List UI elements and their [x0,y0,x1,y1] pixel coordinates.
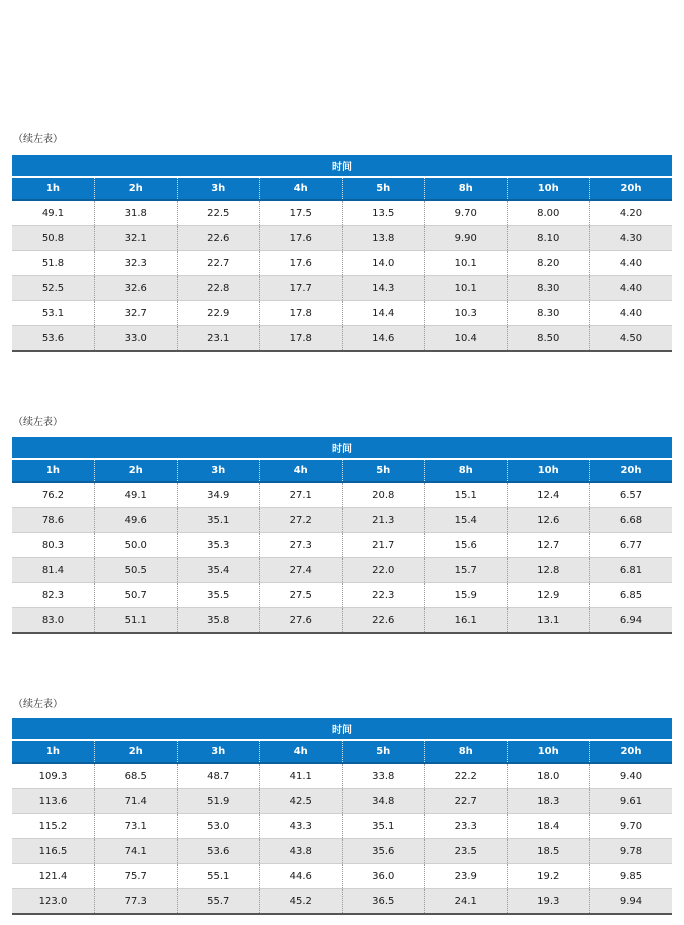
column-header: 4h [260,740,343,763]
table-cell: 10.4 [425,326,508,352]
table-cell: 115.2 [12,814,95,839]
table-cell: 32.6 [95,276,178,301]
table-cell: 32.1 [95,226,178,251]
table-row [12,276,672,301]
table-cell: 23.5 [425,839,508,864]
table-cell: 43.8 [260,839,343,864]
column-header: 3h [177,740,260,763]
column-header: 5h [342,740,425,763]
table-row [12,583,672,608]
column-header: 1h [12,740,95,763]
table-cell: 15.7 [425,558,508,583]
table-row [12,200,672,226]
table-cell: 27.5 [260,583,343,608]
table-cell: 8.10 [507,226,590,251]
table-cell: 8.30 [507,276,590,301]
table-cell: 22.5 [177,200,260,226]
table-cell: 22.6 [177,226,260,251]
column-header: 10h [507,177,590,200]
table-cell: 8.20 [507,251,590,276]
table-cell: 10.3 [425,301,508,326]
table-cell: 14.0 [342,251,425,276]
table-cell: 10.1 [425,276,508,301]
table-cell: 45.2 [260,889,343,915]
table-cell: 15.1 [425,482,508,508]
table-cell: 35.8 [177,608,260,634]
column-header: 20h [590,459,673,482]
table-cell: 10.1 [425,251,508,276]
table-cell: 53.0 [177,814,260,839]
data-table-1 [12,155,672,352]
table-cell: 4.40 [590,276,673,301]
table-cell: 18.4 [507,814,590,839]
table-cell: 50.7 [95,583,178,608]
table-cell: 35.6 [342,839,425,864]
table-cell: 19.3 [507,889,590,915]
table-row [12,814,672,839]
column-header-row [12,740,672,763]
table-cell: 14.4 [342,301,425,326]
table-row [12,608,672,634]
table-cell: 36.5 [342,889,425,915]
table-cell: 15.6 [425,533,508,558]
column-header: 8h [425,177,508,200]
table-cell: 27.1 [260,482,343,508]
table-cell: 4.50 [590,326,673,352]
table-row [12,326,672,352]
table-cell: 9.70 [590,814,673,839]
column-header: 1h [12,459,95,482]
table-cell: 34.8 [342,789,425,814]
table-caption: （续左表） [13,699,63,710]
table-cell: 53.6 [177,839,260,864]
table-cell: 53.1 [12,301,95,326]
table-cell: 75.7 [95,864,178,889]
table-cell: 35.1 [177,508,260,533]
table-cell: 17.8 [260,301,343,326]
table-cell: 18.3 [507,789,590,814]
table-cell: 4.40 [590,301,673,326]
column-header: 8h [425,459,508,482]
table-cell: 14.3 [342,276,425,301]
table-cell: 51.9 [177,789,260,814]
table-cell: 6.94 [590,608,673,634]
table-cell: 50.5 [95,558,178,583]
table-cell: 13.8 [342,226,425,251]
table-row [12,889,672,915]
table-cell: 4.30 [590,226,673,251]
table-cell: 17.6 [260,251,343,276]
table-cell: 49.6 [95,508,178,533]
table-cell: 27.2 [260,508,343,533]
table-cell: 12.9 [507,583,590,608]
group-header: 时间 [12,718,672,740]
table-cell: 77.3 [95,889,178,915]
table-cell: 42.5 [260,789,343,814]
table-cell: 33.0 [95,326,178,352]
table-cell: 52.5 [12,276,95,301]
table-cell: 49.1 [12,200,95,226]
table-cell: 109.3 [12,763,95,789]
table-cell: 36.0 [342,864,425,889]
table-cell: 68.5 [95,763,178,789]
table-cell: 17.8 [260,326,343,352]
table-cell: 19.2 [507,864,590,889]
table-caption: （续左表） [13,134,63,145]
table-cell: 43.3 [260,814,343,839]
table-cell: 76.2 [12,482,95,508]
table-cell: 6.85 [590,583,673,608]
column-header: 10h [507,740,590,763]
table-row [12,864,672,889]
table-row [12,508,672,533]
table-cell: 6.81 [590,558,673,583]
table-cell: 18.0 [507,763,590,789]
column-header: 3h [177,177,260,200]
column-header: 3h [177,459,260,482]
table-row [12,226,672,251]
data-table-3 [12,718,672,915]
table [12,718,672,915]
column-header: 1h [12,177,95,200]
table-cell: 4.40 [590,251,673,276]
column-header: 5h [342,177,425,200]
table-cell: 82.3 [12,583,95,608]
table-row [12,789,672,814]
table-row [12,763,672,789]
table-row [12,482,672,508]
table-cell: 113.6 [12,789,95,814]
table-cell: 51.8 [12,251,95,276]
table-cell: 17.7 [260,276,343,301]
table-cell: 22.7 [177,251,260,276]
table-cell: 23.3 [425,814,508,839]
table-cell: 8.30 [507,301,590,326]
table-cell: 35.1 [342,814,425,839]
column-header: 20h [590,177,673,200]
table-cell: 116.5 [12,839,95,864]
table-cell: 17.5 [260,200,343,226]
group-header: 时间 [12,155,672,177]
table-cell: 6.57 [590,482,673,508]
table-cell: 32.7 [95,301,178,326]
table-cell: 32.3 [95,251,178,276]
table-cell: 35.3 [177,533,260,558]
column-header: 10h [507,459,590,482]
table-cell: 22.6 [342,608,425,634]
table-cell: 12.6 [507,508,590,533]
table-row [12,251,672,276]
table-row [12,533,672,558]
table-cell: 35.5 [177,583,260,608]
table-cell: 4.20 [590,200,673,226]
table-cell: 27.3 [260,533,343,558]
table-cell: 17.6 [260,226,343,251]
table-cell: 27.6 [260,608,343,634]
table-cell: 9.70 [425,200,508,226]
table-cell: 22.2 [425,763,508,789]
table-cell: 23.1 [177,326,260,352]
table-cell: 9.90 [425,226,508,251]
group-header: 时间 [12,437,672,459]
table-cell: 71.4 [95,789,178,814]
column-header: 20h [590,740,673,763]
table-row [12,839,672,864]
table [12,155,672,352]
column-header: 4h [260,459,343,482]
table-cell: 73.1 [95,814,178,839]
table-cell: 21.7 [342,533,425,558]
table-cell: 50.8 [12,226,95,251]
table-cell: 50.0 [95,533,178,558]
table-cell: 15.4 [425,508,508,533]
table-cell: 49.1 [95,482,178,508]
column-header: 8h [425,740,508,763]
column-header-row [12,177,672,200]
table-cell: 80.3 [12,533,95,558]
column-header: 2h [95,177,178,200]
table-cell: 33.8 [342,763,425,789]
table-cell: 22.3 [342,583,425,608]
table-cell: 23.9 [425,864,508,889]
table-cell: 18.5 [507,839,590,864]
table-cell: 15.9 [425,583,508,608]
data-table-2 [12,437,672,634]
column-header: 4h [260,177,343,200]
table-cell: 22.0 [342,558,425,583]
table-cell: 48.7 [177,763,260,789]
table-cell: 6.68 [590,508,673,533]
table-cell: 20.8 [342,482,425,508]
table-cell: 8.00 [507,200,590,226]
table-cell: 34.9 [177,482,260,508]
table-caption: （续左表） [13,417,63,428]
table-cell: 123.0 [12,889,95,915]
table-cell: 13.5 [342,200,425,226]
table-cell: 81.4 [12,558,95,583]
table-cell: 55.7 [177,889,260,915]
table-row [12,301,672,326]
table-cell: 9.78 [590,839,673,864]
table-cell: 8.50 [507,326,590,352]
table-cell: 55.1 [177,864,260,889]
column-header: 2h [95,740,178,763]
table-cell: 21.3 [342,508,425,533]
column-header: 5h [342,459,425,482]
table-cell: 24.1 [425,889,508,915]
table-cell: 35.4 [177,558,260,583]
table-cell: 31.8 [95,200,178,226]
table-cell: 13.1 [507,608,590,634]
table-cell: 9.61 [590,789,673,814]
table-cell: 27.4 [260,558,343,583]
table-cell: 74.1 [95,839,178,864]
table-cell: 12.4 [507,482,590,508]
column-header-row [12,459,672,482]
table-cell: 78.6 [12,508,95,533]
table-cell: 16.1 [425,608,508,634]
table-cell: 14.6 [342,326,425,352]
table-cell: 9.94 [590,889,673,915]
table-cell: 6.77 [590,533,673,558]
table-cell: 51.1 [95,608,178,634]
table-cell: 12.7 [507,533,590,558]
table-cell: 44.6 [260,864,343,889]
column-header: 2h [95,459,178,482]
table-cell: 9.85 [590,864,673,889]
table-cell: 22.7 [425,789,508,814]
table-cell: 83.0 [12,608,95,634]
table-row [12,558,672,583]
table-cell: 22.9 [177,301,260,326]
table-cell: 53.6 [12,326,95,352]
table-cell: 22.8 [177,276,260,301]
table-cell: 9.40 [590,763,673,789]
table-cell: 41.1 [260,763,343,789]
table-cell: 12.8 [507,558,590,583]
table [12,437,672,634]
table-cell: 121.4 [12,864,95,889]
